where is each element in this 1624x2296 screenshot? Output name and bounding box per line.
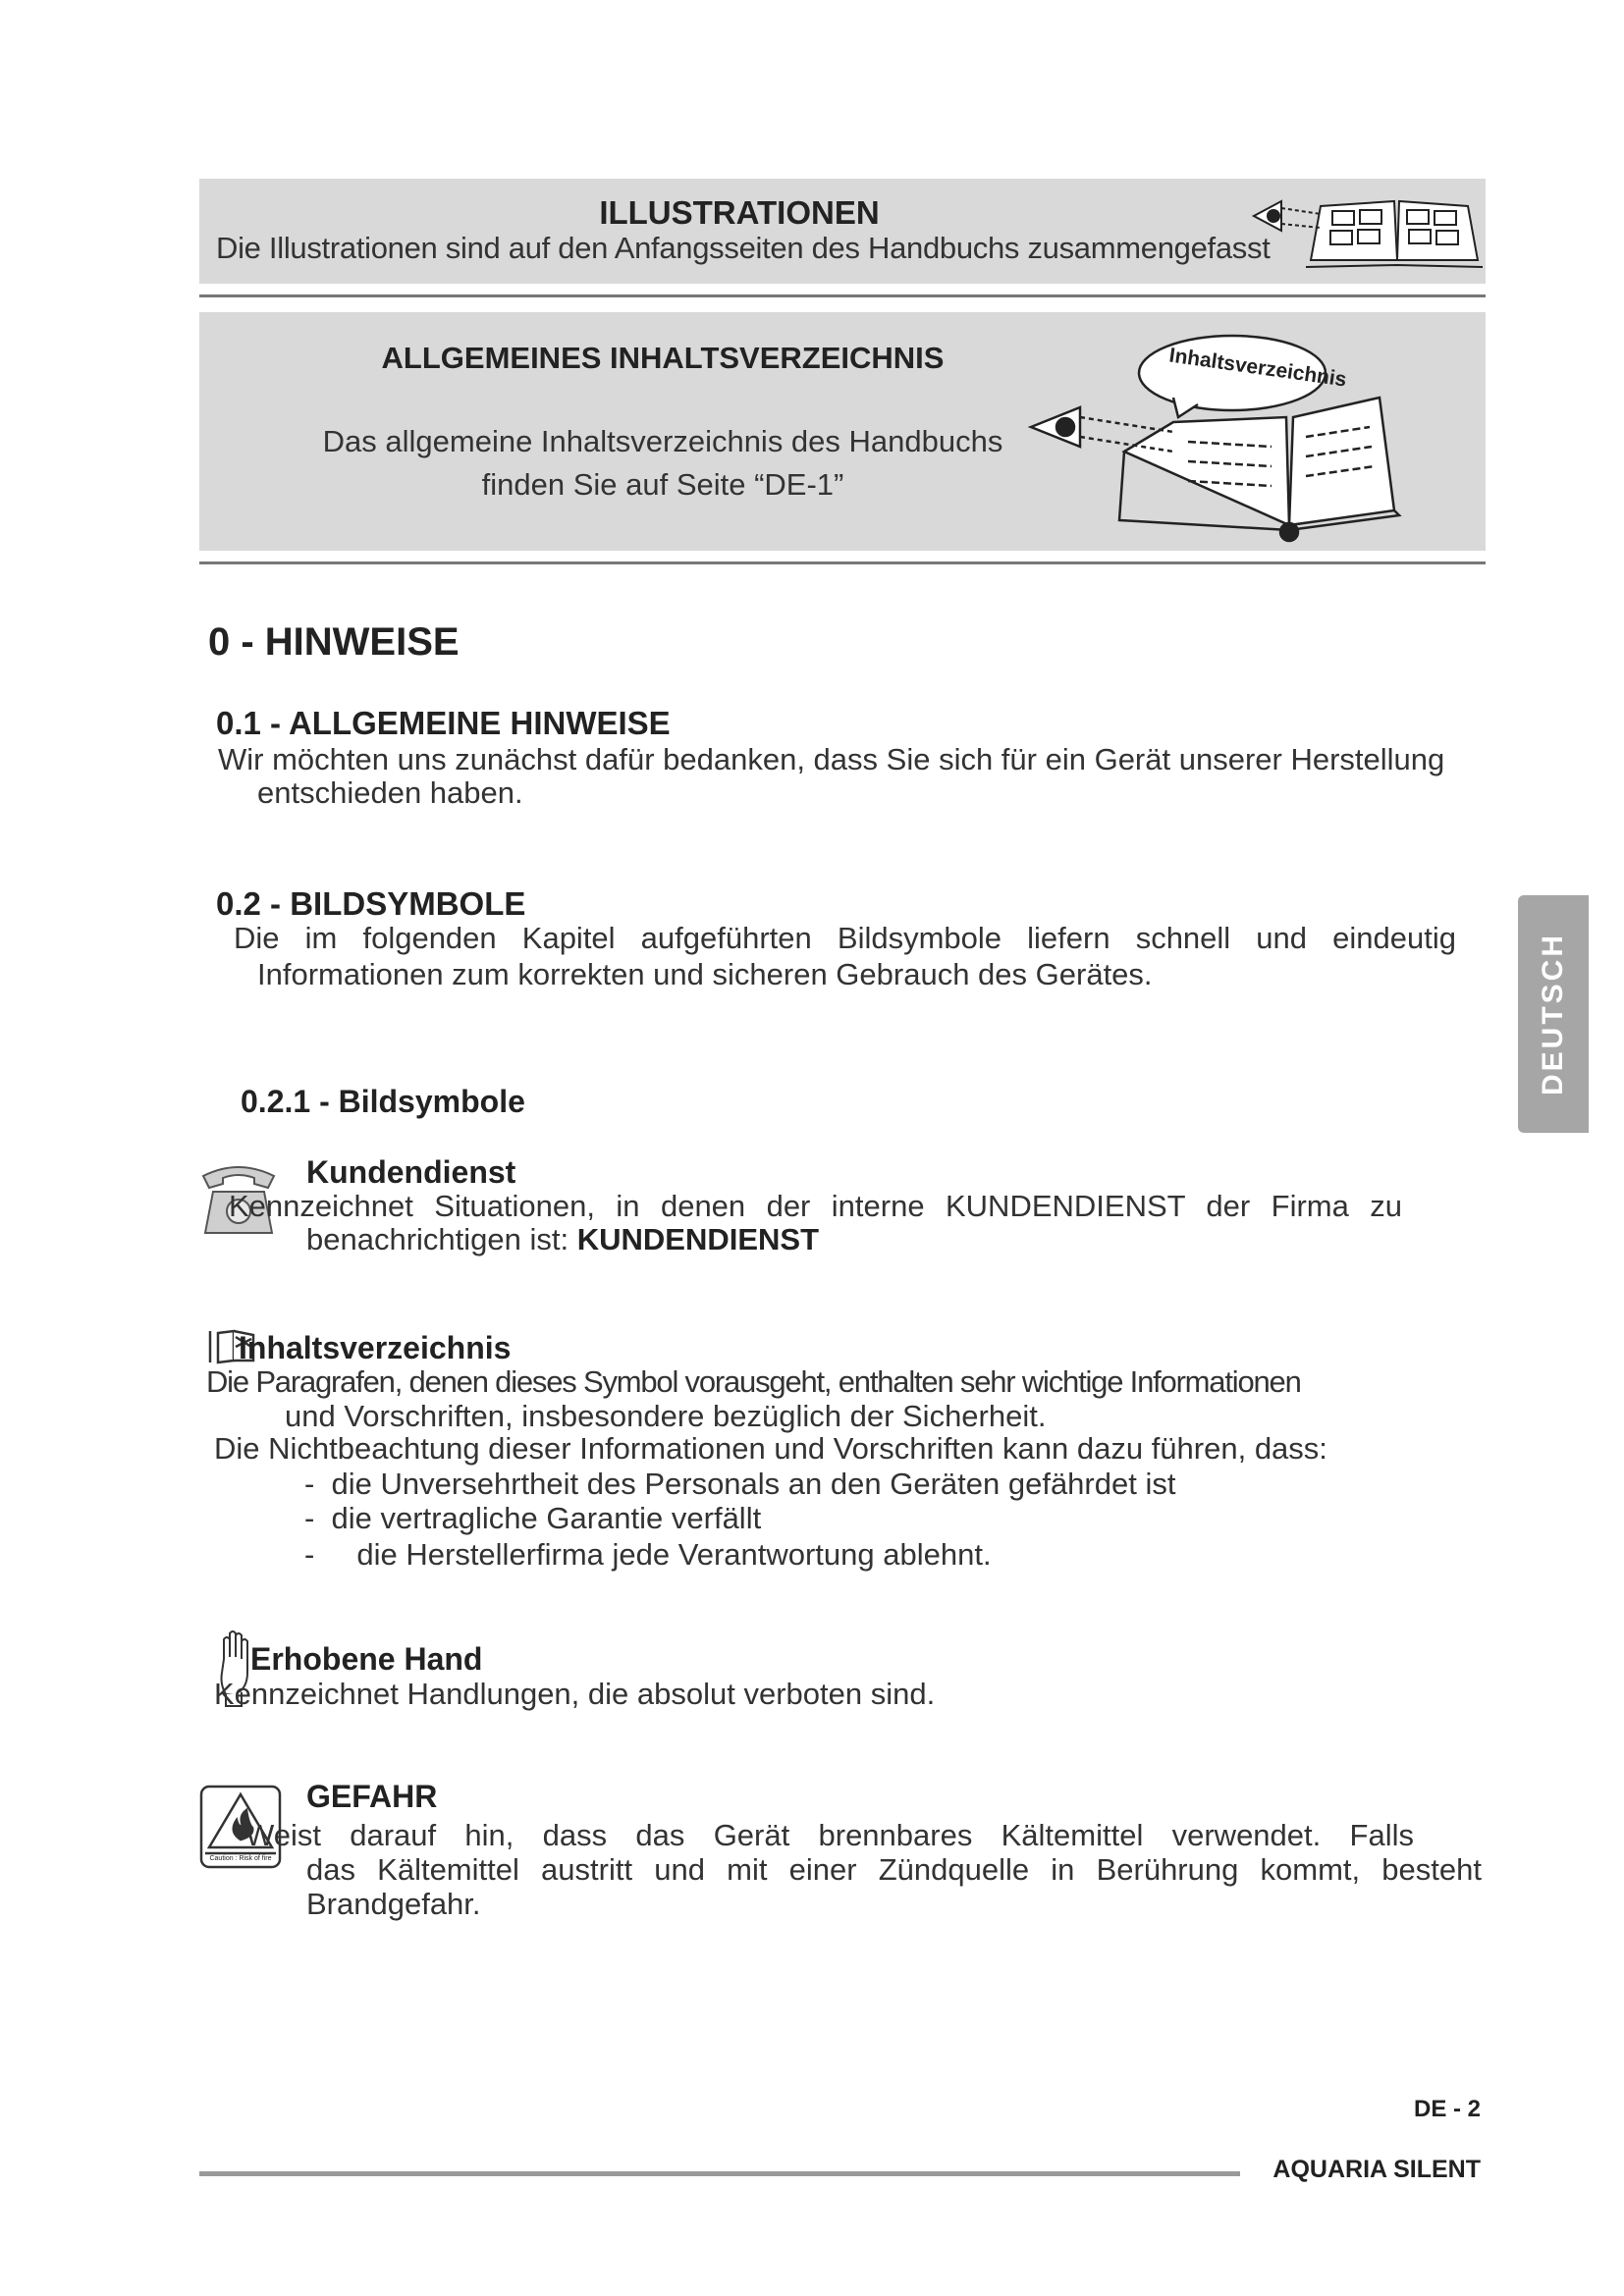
symbol-title: Inhaltsverzeichnis — [239, 1330, 512, 1365]
list-item: - die Herstellerfirma jede Verantwortung ablehnt. — [304, 1537, 992, 1572]
symbol-title: Erhobene Hand — [250, 1641, 483, 1677]
section-heading: 0 - HINWEISE — [208, 620, 460, 664]
product-name: AQUARIA SILENT — [1272, 2156, 1481, 2183]
toc-title: ALLGEMEINES INHALTSVERZEICHNIS — [381, 341, 945, 375]
kundendienst-emphasis: KUNDENDIENST — [576, 1222, 820, 1256]
language-tab-label: DEUTSCH — [1537, 932, 1569, 1096]
paragraph-line: Die im folgenden Kapitel aufgeführten Bildsymbole liefern schnell und eindeutig — [234, 921, 1456, 955]
list-item: - die Unversehrtheit des Personals an den Geräten gefährdet ist — [304, 1467, 1176, 1501]
illustrations-title: ILLUSTRATIONEN — [599, 194, 880, 231]
symbol-description-line: Weist darauf hin, dass das Gerät brennbares Kältemittel verwendet. Falls — [245, 1818, 1414, 1852]
toc-text-line: Das allgemeine Inhaltsverzeichnis des Handbuchs — [322, 424, 1003, 458]
page-number: DE - 2 — [1413, 2096, 1481, 2122]
toc-badge-label: Inhaltsverzeichnis — [1167, 344, 1348, 392]
symbol-description-line: Die Nichtbeachtung dieser Informationen und Vorschriften kann dazu führen, dass: — [214, 1431, 1327, 1466]
symbol-description-line: Die Paragrafen, denen dieses Symbol vorausgeht, enthalten sehr wichtige Informationen — [206, 1364, 1301, 1399]
divider — [199, 561, 1486, 564]
subsubsection-heading: 0.2.1 - Bildsymbole — [241, 1084, 525, 1119]
list-item: - die vertragliche Garantie verfällt — [304, 1501, 762, 1535]
footer-rule — [199, 2171, 1240, 2176]
symbol-title: GEFAHR — [306, 1779, 438, 1814]
symbol-description-line: Brandgefahr. — [306, 1887, 481, 1921]
paragraph-line: entschieden haben. — [257, 775, 523, 810]
open-book-icon — [1252, 187, 1483, 275]
symbol-title: Kundendienst — [306, 1154, 516, 1190]
symbol-description-line: Kennzeichnet Situationen, in denen der interne KUNDENDIENST der Firma zu — [229, 1189, 1402, 1223]
symbol-description-line: benachrichtigen ist: KUNDENDIENST — [306, 1222, 820, 1256]
subsection-heading: 0.2 - BILDSYMBOLE — [216, 885, 526, 922]
paragraph-line: Informationen zum korrekten und sicheren Gebrauch des Gerätes. — [257, 957, 1153, 991]
paragraph-line: Wir möchten uns zunächst dafür bedanken, dass Sie sich für ein Gerät unserer Herstellung — [218, 742, 1445, 776]
subsection-heading: 0.1 - ALLGEMEINE HINWEISE — [216, 705, 671, 741]
symbol-description-line: und Vorschriften, insbesondere bezüglich der Sicherheit. — [285, 1399, 1047, 1433]
illustrations-subtitle: Die Illustrationen sind auf den Anfangsseiten des Handbuchs zusammengefasst — [216, 231, 1271, 265]
fire-warning-caption: Caution : Risk of fire — [209, 1855, 272, 1862]
divider — [199, 294, 1486, 297]
toc-text-line: finden Sie auf Seite “DE-1” — [481, 467, 844, 502]
language-tab — [1518, 895, 1589, 1133]
symbol-description-line: Kennzeichnet Handlungen, die absolut verboten sind. — [214, 1677, 936, 1711]
symbol-description-line: das Kältemittel austritt und mit einer Zündquelle in Berührung kommt, besteht — [306, 1852, 1482, 1887]
